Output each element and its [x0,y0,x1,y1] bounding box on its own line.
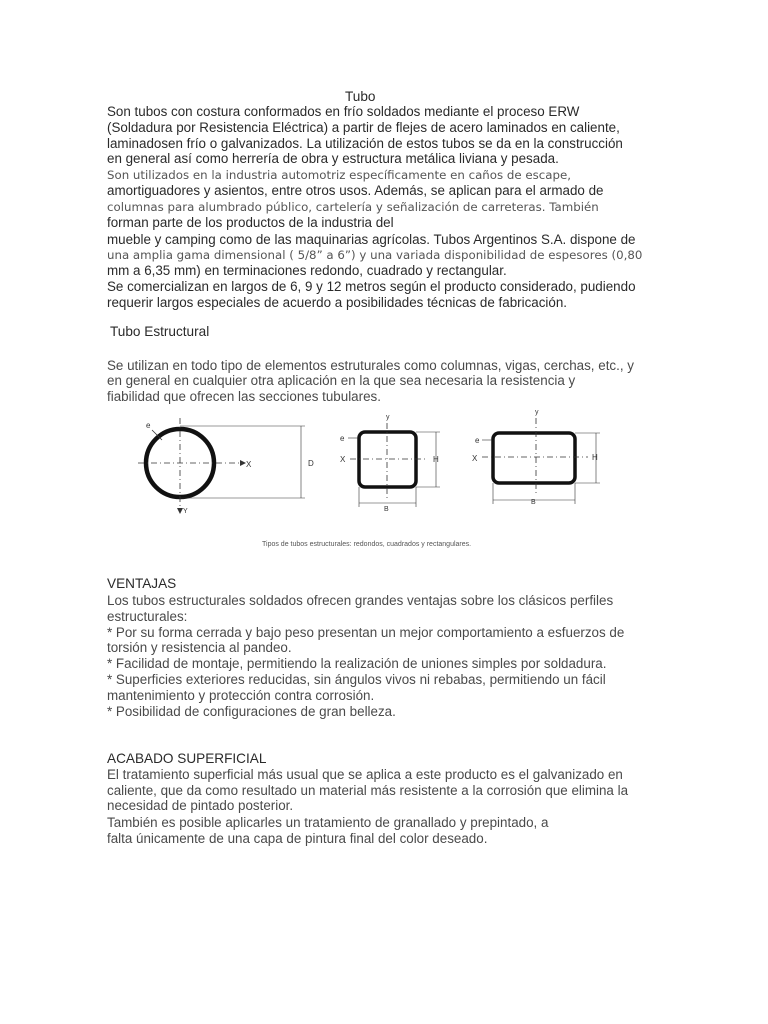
text-line: También es posible aplicarles un tratamiento de granallado y prepintado, a [107,815,549,830]
text-line: laminadosen frío o galvanizados. La utilización de estos tubos se da en la construcción [107,136,623,151]
x-axis-label: X [340,455,346,464]
text-line: caliente, que da como resultado un material más resistente a la corrosión que elimina la [107,783,629,798]
page-title: Tubo [345,89,376,104]
thickness-label: e [340,434,345,443]
text-line: Son utilizados en la industria automotriz específicamente en caños de escape, [107,168,572,182]
figure-caption: Tipos de tubos estructurales: redondos, cuadrados y rectangulares. [262,541,472,548]
text-line: amortiguadores y asientos, entre otros usos. Además, se aplican para el armado de [107,183,604,198]
text-line: en general así como herrería de obra y estructura metálica liviana y pesada. [107,151,559,166]
text-line: necesidad de pintado posterior. [107,798,294,813]
text-line: (Soldadura por Resistencia Eléctrica) a partir de flejes de acero laminados en caliente, [107,120,620,135]
text-line: Se utilizan en todo tipo de elementos estruturales como columnas, vigas, cerchas, etc., y [107,358,634,373]
text-line: mueble y camping como de las maquinarias agrícolas. Tubos Argentinos S.A. dispone de [107,232,636,247]
rectangular-tube-diagram [472,409,600,506]
thickness-label: e [146,421,151,430]
text-line: en general en cualquier otra aplicación en la que sea necesaria la resistencia y [107,373,576,388]
text-line: El tratamiento superficial más usual que se aplica a este producto es el galvanizado en [107,767,623,782]
section-heading-structural: Tubo Estructural [110,324,210,339]
x-axis-label: X [246,460,252,469]
section-heading-ventajas: VENTAJAS [107,576,177,591]
text-line: estructurales: [107,609,188,624]
section-heading-acabado: ACABADO SUPERFICIAL [107,751,267,766]
square-tube-diagram [340,414,440,513]
text-line: una amplia gama dimensional ( 5/8” a 6”) y una variada disponibilidad de espesores (0,80 [107,248,643,262]
thickness-label: e [475,436,480,445]
list-item: * Por su forma cerrada y bajo peso presentan un mejor comportamiento a esfuerzos de [107,625,625,640]
list-item: * Posibilidad de configuraciones de gran belleza. [107,704,396,719]
height-label: H [592,453,598,462]
text-line: forman parte de los productos de la industria del [107,215,394,230]
text-line: Son tubos con costura conformados en frío soldados mediante el proceso ERW [107,104,580,119]
y-axis-label: y [535,409,539,416]
x-axis-label: X [472,454,478,463]
text-line: mm a 6,35 mm) en terminaciones redondo, cuadrado y rectangular. [107,263,507,278]
list-item: * Superficies exteriores reducidas, sin ángulos vivos ni rebabas, permitiendo un fácil [107,672,606,687]
round-tube-diagram [138,418,314,515]
text-line: requerir largos especiales de acuerdo a posibilidades técnicas de fabricación. [107,295,568,310]
text-line: torsión y resistencia al pandeo. [107,640,292,655]
tube-sections-figure [0,400,768,530]
text-line: fiabilidad que ofrecen las secciones tubulares. [107,389,381,404]
width-label: B [531,499,536,506]
y-axis-label: y [386,414,390,421]
diameter-label: D [308,459,314,468]
y-axis-label: Y [183,508,188,515]
text-line: columnas para alumbrado público, cartelería y señalización de carreteras. También [107,200,599,214]
text-line: mantenimiento y protección contra corrosión. [107,688,375,703]
text-line: Los tubos estructurales soldados ofrecen grandes ventajas sobre los clásicos perfiles [107,593,614,608]
height-label: H [433,455,439,464]
text-line: Se comercializan en largos de 6, 9 y 12 metros según el producto considerado, pudiendo [107,279,636,294]
list-item: * Facilidad de montaje, permitiendo la realización de uniones simples por soldadura. [107,656,607,671]
width-label: B [384,506,389,513]
text-line: falta únicamente de una capa de pintura final del color deseado. [107,831,488,846]
